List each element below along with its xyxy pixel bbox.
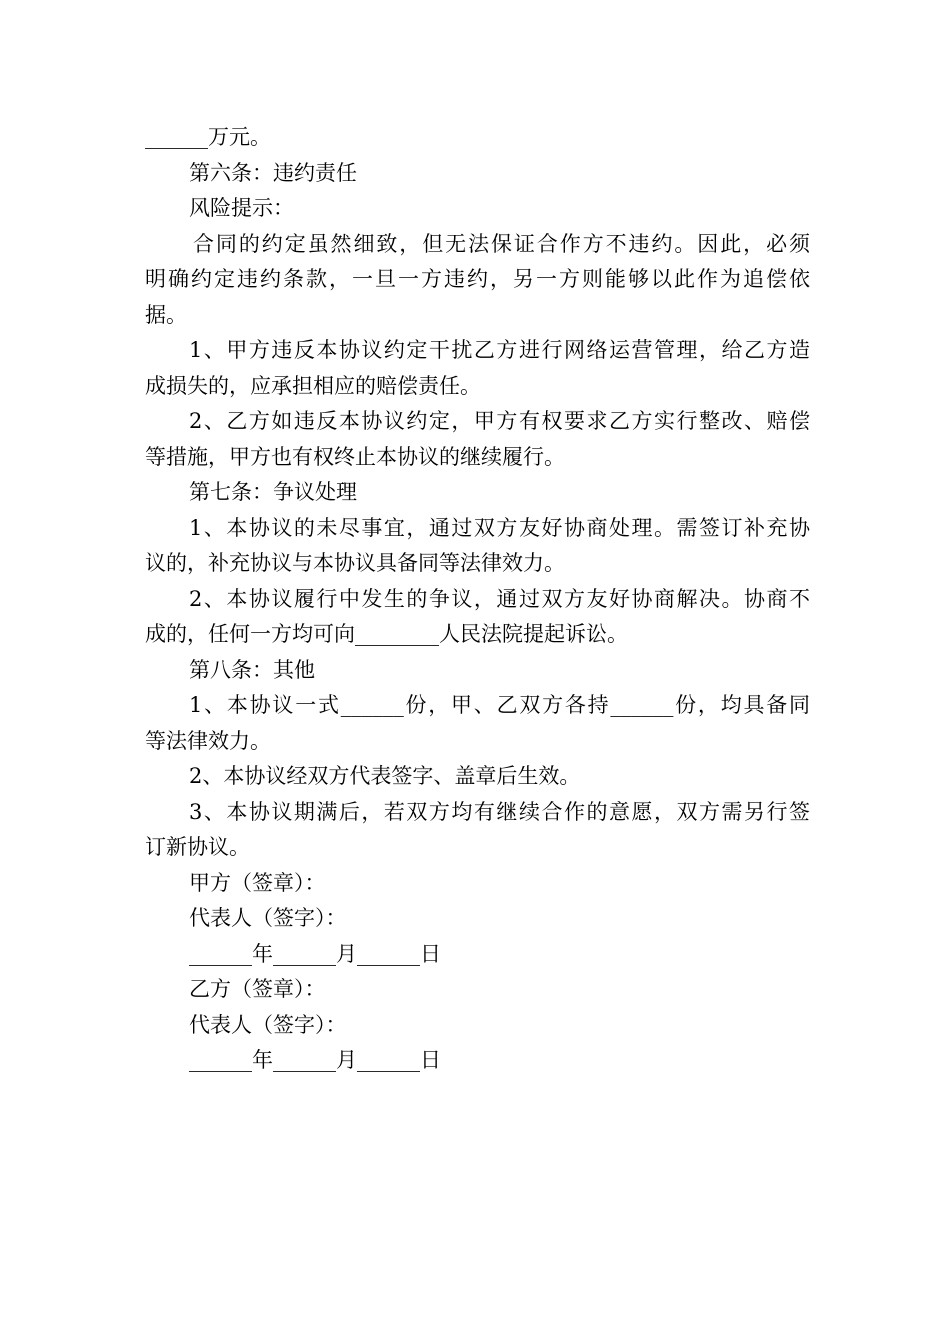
article-6-heading: 第六条：违约责任 bbox=[189, 160, 357, 185]
text-line: 据。 bbox=[145, 302, 187, 327]
text-line: 成损失的，应承担相应的赔偿责任。 bbox=[145, 373, 481, 398]
risk-notice-heading: 风险提示： bbox=[189, 196, 294, 220]
text-line: 2、乙方如违反本协议约定，甲方有权要求乙方实行整改、赔偿 bbox=[189, 409, 810, 433]
text-line: 1、本协议的未尽事宜，通过双方友好协商处理。需签订补充协 bbox=[189, 515, 810, 540]
text-line: 订新协议。 bbox=[145, 835, 250, 859]
text-line: 明确约定违约条款，一旦一方违约，另一方则能够以此作为追偿依 bbox=[145, 267, 810, 291]
text-line: 3、本协议期满后，若双方均有继续合作的意愿，双方需另行签 bbox=[189, 799, 810, 824]
party-b-seal-label: 乙方（签章）： bbox=[189, 977, 326, 1001]
party-b-representative-label: 代表人（签字）： bbox=[189, 1012, 347, 1037]
article-8-heading: 第八条：其他 bbox=[189, 657, 315, 682]
text-line: 议的，补充协议与本协议具备同等法律效力。 bbox=[145, 551, 565, 575]
party-a-representative-label: 代表人（签字）： bbox=[189, 906, 347, 930]
text-line-amount: ______万元。 bbox=[145, 125, 271, 149]
text-line: 成的，任何一方均可向________人民法院提起诉讼。 bbox=[145, 622, 628, 646]
text-line: 等法律效力。 bbox=[145, 728, 271, 753]
article-7-heading: 第七条：争议处理 bbox=[189, 480, 357, 504]
text-line: 2、本协议经双方代表签字、盖章后生效。 bbox=[189, 764, 581, 788]
text-line: 1、本协议一式______份，甲、乙双方各持______份，均具备同 bbox=[189, 693, 810, 717]
party-a-date-line: ______年______月______日 bbox=[189, 941, 441, 966]
document-body bbox=[145, 120, 810, 1079]
party-a-seal-label: 甲方（签章）： bbox=[189, 870, 326, 895]
text-line: 等措施，甲方也有权终止本协议的继续履行。 bbox=[145, 444, 565, 469]
text-line: 2、本协议履行中发生的争议，通过双方友好协商解决。协商不 bbox=[189, 586, 810, 611]
text-line: 合同的约定虽然细致，但无法保证合作方不违约。因此，必须 bbox=[193, 231, 810, 256]
text-line: 1、甲方违反本协议约定干扰乙方进行网络运营管理，给乙方造 bbox=[189, 338, 810, 362]
party-b-date-line: ______年______月______日 bbox=[189, 1048, 441, 1072]
